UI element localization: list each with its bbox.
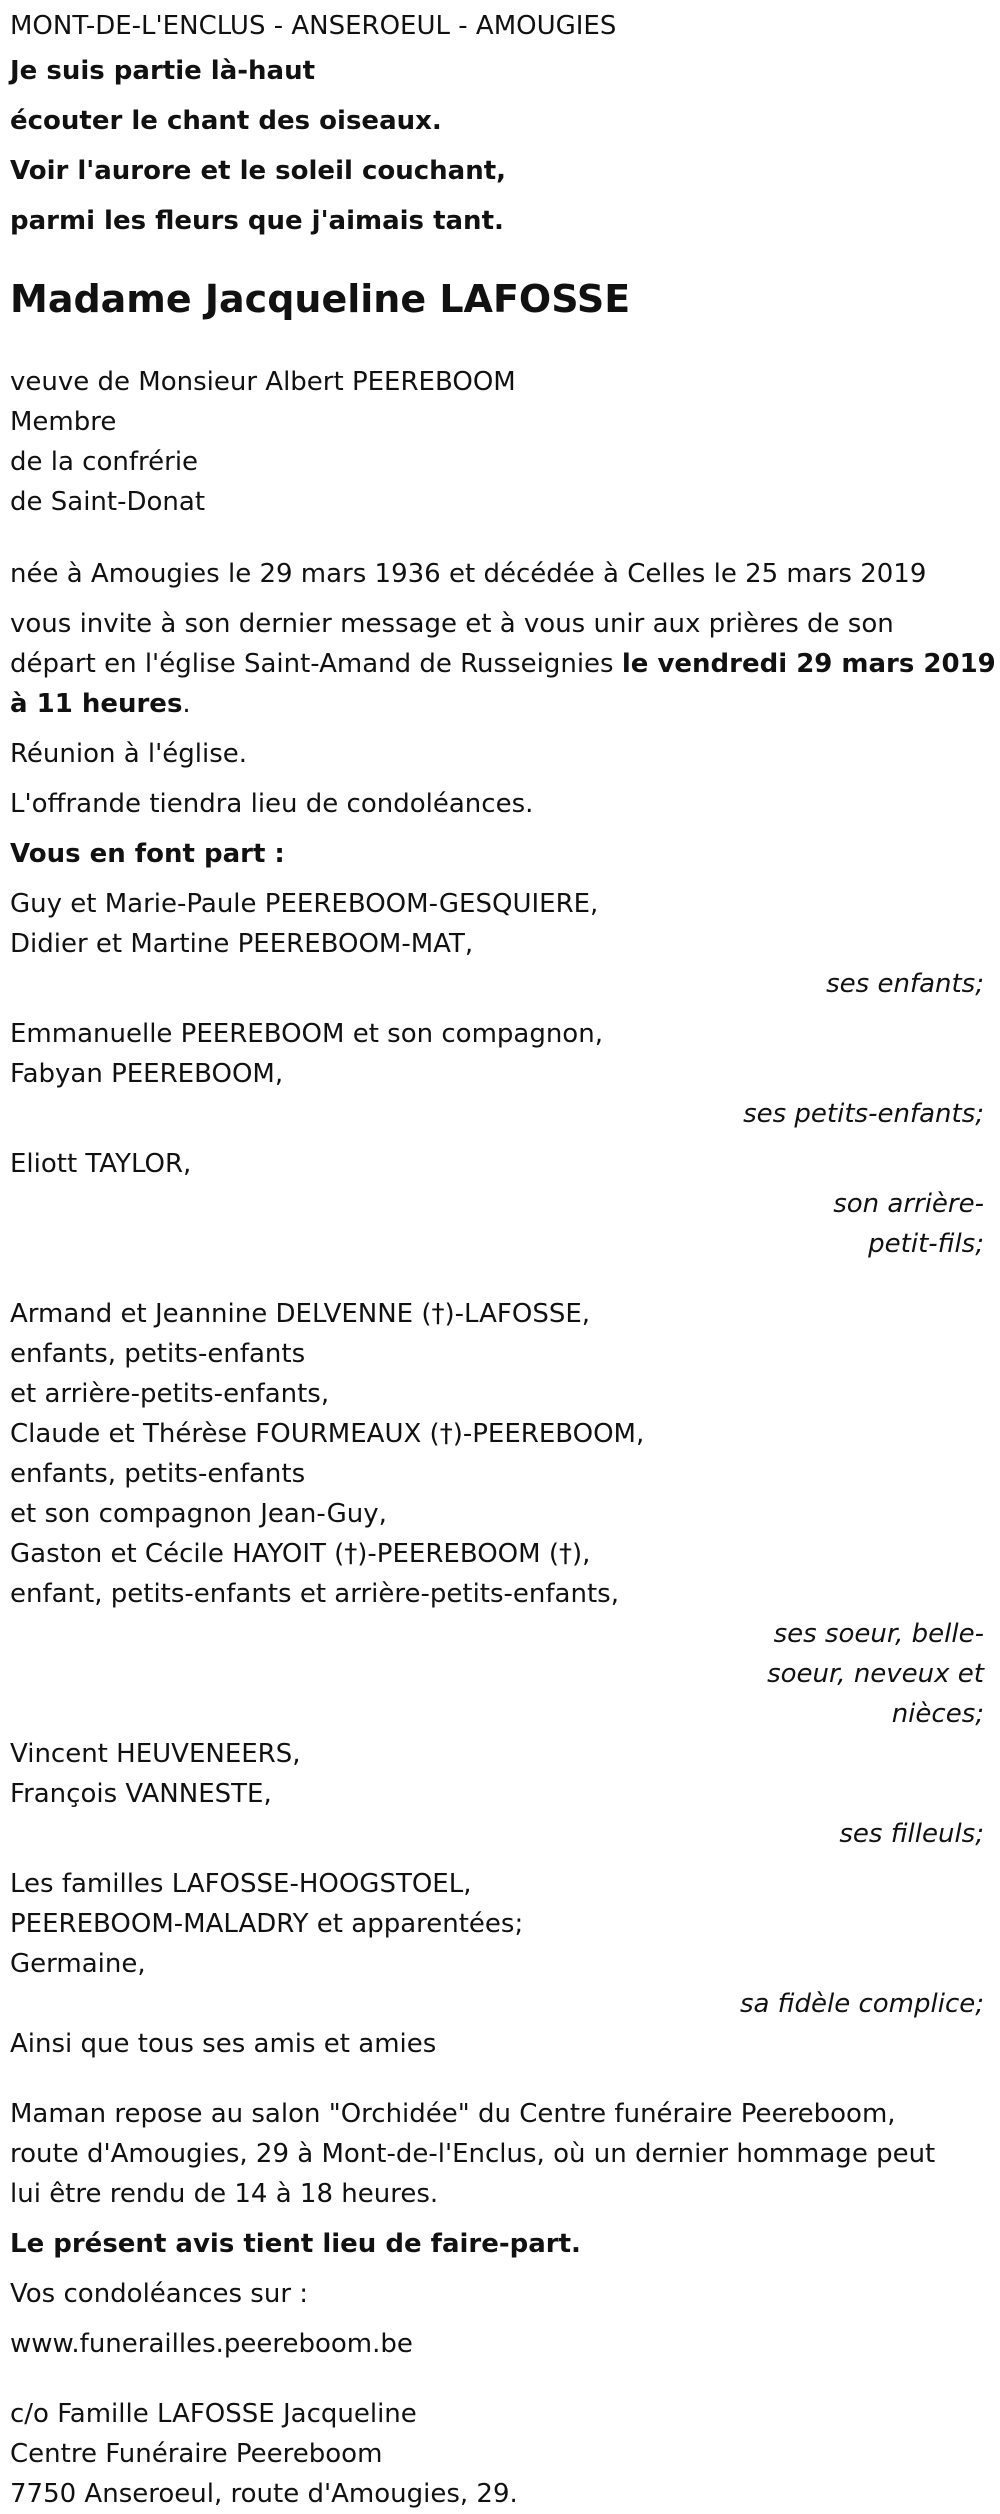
- rest-line: Maman repose au salon "Orchidée" du Centre funéraire Peereboom,: [10, 2099, 896, 2129]
- invitation-text: départ en l'église Saint-Amand de Russeignies: [10, 649, 622, 679]
- intro-line: de Saint-Donat: [10, 487, 206, 517]
- family-role: ses enfants;: [826, 969, 984, 999]
- family-line: Germaine,: [10, 1949, 146, 1979]
- rest-line: lui être rendu de 14 à 18 heures.: [10, 2179, 439, 2209]
- family-role: ses petits-enfants;: [743, 1099, 984, 1129]
- poem-line: Voir l'aurore et le soleil couchant,: [10, 156, 507, 186]
- family-line: François VANNESTE,: [10, 1779, 272, 1809]
- family-role: ses filleuls;: [839, 1819, 984, 1849]
- family-line: Eliott TAYLOR,: [10, 1149, 192, 1179]
- friends-line: Ainsi que tous ses amis et amies: [10, 2029, 437, 2059]
- announce-heading: Vous en font part :: [10, 839, 285, 869]
- family-line: Guy et Marie-Paule PEEREBOOM-GESQUIERE,: [10, 889, 599, 919]
- website-link[interactable]: www.funerailles.peereboom.be: [10, 2329, 413, 2359]
- intro-line: Membre: [10, 407, 117, 437]
- address-line: Centre Funéraire Peereboom: [10, 2439, 383, 2469]
- poem-line: écouter le chant des oiseaux.: [10, 106, 442, 136]
- address-line: c/o Famille LAFOSSE Jacqueline: [10, 2399, 417, 2429]
- family-line: Emmanuelle PEEREBOOM et son compagnon,: [10, 1019, 603, 1049]
- family-line: Claude et Thérèse FOURMEAUX (†)-PEEREBOOM,: [10, 1419, 645, 1449]
- address-line: 7750 Anseroeul, route d'Amougies, 29.: [10, 2479, 518, 2509]
- family-role: son arrière-: [833, 1189, 984, 1219]
- family-line: Les familles LAFOSSE-HOOGSTOEL,: [10, 1869, 472, 1899]
- family-line: Fabyan PEEREBOOM,: [10, 1059, 284, 1089]
- family-role: nièces;: [891, 1699, 984, 1729]
- funeral-date: le vendredi 29 mars 2019: [621, 649, 996, 679]
- meeting-line: Réunion à l'église.: [10, 739, 248, 769]
- family-line: Didier et Martine PEEREBOOM-MAT,: [10, 929, 474, 959]
- family-role: soeur, neveux et: [767, 1659, 984, 1689]
- family-line: enfants, petits-enfants: [10, 1459, 306, 1489]
- funeral-time: à 11 heures: [10, 689, 183, 719]
- location-header: MONT-DE-L'ENCLUS - ANSEROEUL - AMOUGIES: [10, 11, 617, 41]
- family-role: ses soeur, belle-: [773, 1619, 984, 1649]
- invitation-line: vous invite à son dernier message et à vous unir aux prières de son: [10, 609, 894, 639]
- intro-line: veuve de Monsieur Albert PEEREBOOM: [10, 367, 516, 397]
- family-line: et son compagnon Jean-Guy,: [10, 1499, 387, 1529]
- family-line: Vincent HEUVENEERS,: [10, 1739, 301, 1769]
- condolences-label: Vos condoléances sur :: [10, 2279, 309, 2309]
- offering-line: L'offrande tiendra lieu de condoléances.: [10, 789, 534, 819]
- invitation-line: [10, 644, 996, 684]
- family-line: enfants, petits-enfants: [10, 1339, 306, 1369]
- family-line: Gaston et Cécile HAYOIT (†)-PEEREBOOM (†),: [10, 1539, 591, 1569]
- family-role: petit-fils;: [868, 1229, 984, 1259]
- birth-death-line: née à Amougies le 29 mars 1936 et décédée à Celles le 25 mars 2019: [10, 559, 927, 589]
- notice-line: Le présent avis tient lieu de faire-part.: [10, 2229, 581, 2259]
- family-line: enfant, petits-enfants et arrière-petits-enfants,: [10, 1579, 619, 1609]
- invitation-text: .: [182, 689, 191, 719]
- intro-line: de la confrérie: [10, 447, 199, 477]
- poem-line: Je suis partie là-haut: [10, 56, 316, 86]
- family-line: et arrière-petits-enfants,: [10, 1379, 330, 1409]
- family-line: PEEREBOOM-MALADRY et apparentées;: [10, 1909, 524, 1939]
- deceased-name: Madame Jacqueline LAFOSSE: [10, 277, 631, 321]
- family-line: Armand et Jeannine DELVENNE (†)-LAFOSSE,: [10, 1299, 591, 1329]
- invitation-line: [10, 684, 990, 724]
- family-role: sa fidèle complice;: [739, 1989, 984, 2019]
- rest-line: route d'Amougies, 29 à Mont-de-l'Enclus, où un dernier hommage peut: [10, 2139, 936, 2169]
- poem-line: parmi les fleurs que j'aimais tant.: [10, 206, 504, 236]
